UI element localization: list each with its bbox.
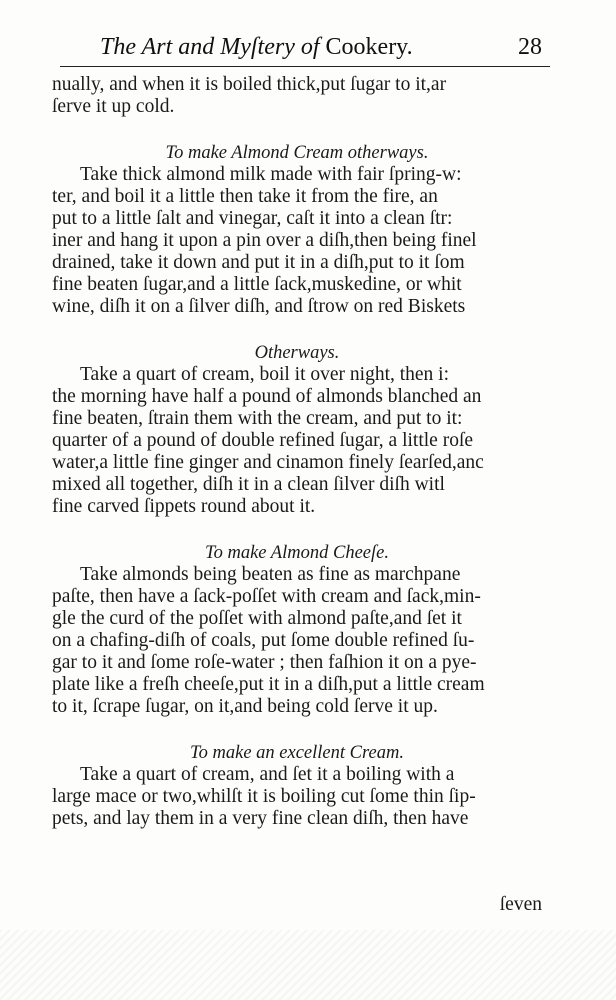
text-line: mixed all together, diſh it in a clean ſilver diſh witl xyxy=(52,474,445,495)
recipe-heading: To make Almond Cream otherways. xyxy=(165,143,429,163)
text-line: large mace or two,whilſt it is boiling cut ſome thin ſip- xyxy=(52,786,476,807)
text-line: on a chafing-diſh of coals, put ſome double refined ſu- xyxy=(52,630,475,651)
catchword xyxy=(52,894,542,916)
text-line: Take thick almond milk made with fair ſpring-w: xyxy=(80,164,462,185)
text-line: Take a quart of cream, boil it over night, then i: xyxy=(80,364,450,385)
catchword-text: ſeven xyxy=(499,894,542,915)
text-line: to it, ſcrape ſugar, on it,and being cold ſerve it up. xyxy=(52,696,438,717)
running-header xyxy=(60,30,550,67)
paper-texture xyxy=(0,930,616,1000)
text-line: Take almonds being beaten as fine as marchpane xyxy=(80,564,461,585)
page-body xyxy=(52,74,542,915)
text-line: Take a quart of cream, and ſet it a boiling with a xyxy=(80,764,455,785)
text-line: pets, and lay them in a very fine clean diſh, then have xyxy=(52,808,469,829)
text-line: wine, diſh it on a ſilver diſh, and ſtrow on red Biskets xyxy=(52,296,466,317)
text-line: ſerve it up cold. xyxy=(52,96,175,117)
recipe-heading: Otherways. xyxy=(254,343,340,363)
text-line: fine beaten, ſtrain them with the cream, and put to it: xyxy=(52,408,463,429)
running-title-upright: Cookery. xyxy=(325,34,413,60)
page-number: 28 xyxy=(518,34,542,60)
recipe-heading: To make Almond Cheeſe. xyxy=(205,543,389,563)
text-line: iner and hang it upon a pin over a diſh,then being finel xyxy=(52,230,477,251)
recipe-heading: To make an excellent Cream. xyxy=(190,743,404,763)
text-line: ter, and boil it a little then take it from the fire, an xyxy=(52,186,438,207)
text-line: quarter of a pound of double refined ſugar, a little roſe xyxy=(52,430,474,451)
text-line: the morning have half a pound of almonds blanched an xyxy=(52,386,482,407)
text-line: drained, take it down and put it in a diſh,put to it ſom xyxy=(52,252,465,273)
text-line: fine carved ſippets round about it. xyxy=(52,496,316,517)
text-line: paſte, then have a ſack-poſſet with cream and ſack,min- xyxy=(52,586,481,607)
text-line: nually, and when it is boiled thick,put ſugar to it,ar xyxy=(52,74,447,95)
text-line: gar to it and ſome roſe-water ; then faſhion it on a pye- xyxy=(52,652,477,673)
running-title xyxy=(100,34,413,61)
text-line: fine beaten ſugar,and a little ſack,muskedine, or whit xyxy=(52,274,462,295)
text-line: put to a little ſalt and vinegar, caſt it into a clean ſtr: xyxy=(52,208,453,229)
text-line: plate like a freſh cheeſe,put it in a diſh,put a little cream xyxy=(52,674,485,695)
text-line: water,a little fine ginger and cinamon finely ſearſed,anc xyxy=(52,452,484,473)
running-title-italic: The Art and Myſtery of xyxy=(100,34,326,60)
text-line: gle the curd of the poſſet with almond paſte,and ſet it xyxy=(52,608,462,629)
